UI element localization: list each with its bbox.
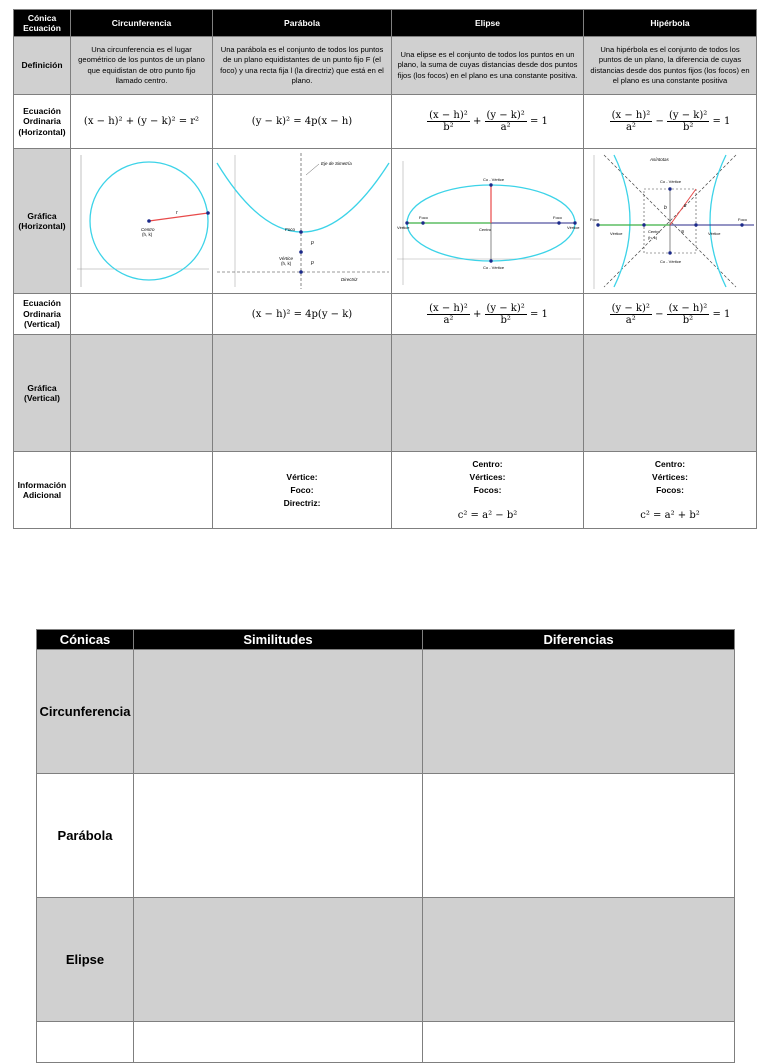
vertex-left-label: Vértice <box>610 231 623 236</box>
focus-right-label: Foco <box>738 217 747 222</box>
row-label-parabola: Parábola <box>37 774 134 898</box>
graph-parabola <box>213 149 392 294</box>
graph-vertical-parabola <box>213 335 392 452</box>
info-elipse-relation: c² = a² − b² <box>457 510 518 521</box>
header-hiperbola: Hipérbola <box>584 10 757 37</box>
eq-hip-vertical <box>584 294 757 335</box>
similitudes-cell <box>134 650 423 774</box>
comparison-row-elipse <box>37 898 735 1022</box>
p-label-upper: p <box>311 240 314 246</box>
header-row <box>14 10 757 37</box>
row-label-empty <box>37 1022 134 1063</box>
eq-numerator: (x − h)² <box>611 110 651 121</box>
header-parabola: Parábola <box>213 10 392 37</box>
covertex-top-label: Co - Vértice <box>660 179 682 184</box>
def-hiperbola: Una hipérbola es el conjunto de todos los puntos de un plano, la diferencia de cuyas distancias desde dos puntos fijos (los focos) en el plano es una constante positiva <box>584 37 757 95</box>
eq-par-vertical: (x − h)² = 4p(y − k) <box>213 294 392 335</box>
parabola-graph <box>213 151 391 291</box>
center-coords-label: (h, k) <box>141 232 152 237</box>
header-elipse: Elipse <box>392 10 584 37</box>
similitudes-cell <box>134 1022 423 1063</box>
radius-label: r <box>175 210 178 216</box>
row-label-graf-vertical: Gráfica (Vertical) <box>14 335 71 452</box>
p-label-lower: p <box>311 260 314 266</box>
circle-graph <box>73 151 211 291</box>
definition-row <box>14 37 757 95</box>
eq-denominator: a² <box>625 314 636 326</box>
header-circunferencia: Circunferencia <box>71 10 213 37</box>
def-parabola: Una parábola es el conjunto de todos los puntos de un plano equidistantes de un punto fijo F (el foco) y una recta fija l (la directriz) que está en el plano. <box>213 37 392 95</box>
row-label-info: Información Adicional <box>14 452 71 529</box>
eq-par-horizontal: (y − k)² = 4p(x − h) <box>213 95 392 149</box>
center-label: Centro <box>478 227 491 232</box>
eq-numerator: (x − h)² <box>668 302 708 314</box>
eq-denominator: b² <box>500 314 511 326</box>
eq-operator: − <box>655 116 664 127</box>
info-vertices: Vértices: <box>469 472 506 482</box>
eq-rhs: = 1 <box>529 308 548 320</box>
eq-numerator: (x − h)² <box>429 302 468 314</box>
eq-numerator: (x − h)² <box>429 110 468 121</box>
row-label-circunferencia: Circunferencia <box>37 650 134 774</box>
diferencias-cell <box>423 898 735 1022</box>
directrix-label: Directriz <box>341 277 358 282</box>
eq-rhs: = 1 <box>712 308 731 320</box>
graph-horizontal-row <box>14 149 757 294</box>
covertex-top-label: Co - Vértice <box>482 177 504 182</box>
focus-right-label: Foco <box>552 215 562 220</box>
info-foco: Foco: <box>290 484 314 495</box>
eq-elipse-horizontal <box>392 95 584 149</box>
header-conicas: Cónicas <box>37 630 134 650</box>
vertex-coords-label: (h, k) <box>281 261 292 266</box>
eq-numerator: (y − k)² <box>669 110 708 121</box>
eq-circ-vertical <box>71 294 213 335</box>
info-centro: Centro: <box>654 459 686 469</box>
focus-label: Foco <box>285 227 296 232</box>
vertex-label: Vértice <box>279 256 294 261</box>
eq-denominator: b² <box>443 122 454 133</box>
covertex-bottom-label: Co - Vértice <box>660 259 682 264</box>
eq-numerator: (y − k)² <box>611 302 650 314</box>
eq-denominator: a² <box>500 122 511 133</box>
graph-hiperbola <box>584 149 757 294</box>
info-circunferencia <box>71 452 213 529</box>
info-hiperbola <box>584 452 757 529</box>
eq-hip-horizontal <box>584 95 757 149</box>
vertex-right-label: Vértice <box>708 231 721 236</box>
eq-vertical-row <box>14 294 757 335</box>
eq-denominator: a² <box>625 122 636 133</box>
graph-elipse <box>392 149 584 294</box>
ellipse-graph <box>393 151 583 291</box>
covertex-bottom-label: Co - Vértice <box>482 265 504 270</box>
info-vertices: Vértices: <box>652 472 688 482</box>
info-directriz: Directriz: <box>283 497 321 508</box>
graph-vertical-elipse <box>392 335 584 452</box>
info-row <box>14 452 757 529</box>
eq-operator: + <box>472 308 482 320</box>
similitudes-cell <box>134 898 423 1022</box>
a-label: a <box>681 229 684 235</box>
corner-header: Cónica Ecuación <box>14 10 71 37</box>
vertex-left-label: Vértice <box>396 225 409 230</box>
row-label-ec-vertical: Ecuación Ordinaria (Vertical) <box>14 294 71 335</box>
header-similitudes: Similitudes <box>134 630 423 650</box>
focus-left-label: Foco <box>590 217 599 222</box>
diferencias-cell <box>423 774 735 898</box>
eq-horizontal-row <box>14 95 757 149</box>
row-label-graf-horizontal: Gráfica (Horizontal) <box>14 149 71 294</box>
info-elipse <box>392 452 584 529</box>
info-parabola <box>213 452 392 529</box>
info-focos: Focos: <box>473 485 502 495</box>
header-diferencias: Diferencias <box>423 630 735 650</box>
def-elipse: Una elipse es el conjunto de todos los puntos en un plano, la suma de cuyas distancias desde dos puntos fijos (los focos) en el plano es una constante positiva. <box>392 37 584 95</box>
comparison-header-row <box>37 630 735 650</box>
def-circunferencia: Una circunferencia es el lugar geométrico de los puntos de un plano que equidistan de otro punto fijo llamado centro. <box>71 37 213 95</box>
eq-denominator: b² <box>682 314 694 326</box>
eq-elipse-vertical <box>392 294 584 335</box>
c-label: c <box>684 203 687 209</box>
center-label: Centro <box>648 229 661 234</box>
info-hip-relation: c² = a² + b² <box>640 510 700 521</box>
symmetry-axis-label: Eje de Simetría <box>321 161 352 166</box>
focus-left-label: Foco <box>418 215 428 220</box>
graph-circunferencia <box>71 149 213 294</box>
graph-vertical-circunferencia <box>71 335 213 452</box>
comparison-table <box>36 629 735 1063</box>
row-label-definicion: Definición <box>14 37 71 95</box>
diferencias-cell <box>423 1022 735 1063</box>
b-label: b <box>664 205 667 211</box>
eq-denominator: b² <box>682 122 694 133</box>
vertex-right-label: Vértice <box>566 225 579 230</box>
asymptotes-label: Asíntotas <box>650 157 669 162</box>
diferencias-cell <box>423 650 735 774</box>
eq-numerator: (y − k)² <box>486 110 525 121</box>
graph-vertical-row <box>14 335 757 452</box>
info-focos: Focos: <box>656 485 684 495</box>
eq-rhs: = 1 <box>712 116 731 127</box>
center-label: Centro <box>140 227 155 232</box>
eq-rhs: = 1 <box>529 116 548 127</box>
graph-vertical-hiperbola <box>584 335 757 452</box>
comparison-row-empty <box>37 1022 735 1063</box>
row-label-ec-horizontal: Ecuación Ordinaria (Horizontal) <box>14 95 71 149</box>
eq-circ-horizontal: (x − h)² + (y − k)² = r² <box>71 95 213 149</box>
conics-table <box>13 9 757 529</box>
info-centro: Centro: <box>472 459 503 469</box>
eq-denominator: a² <box>443 314 454 326</box>
eq-operator: + <box>472 116 482 127</box>
eq-numerator: (y − k)² <box>486 302 525 314</box>
hyperbola-graph <box>584 151 756 291</box>
similitudes-cell <box>134 774 423 898</box>
info-vertice: Vértice: <box>286 471 318 482</box>
eq-operator: − <box>655 308 664 320</box>
row-label-elipse: Elipse <box>37 898 134 1022</box>
center-coords-label: (h, k) <box>648 235 658 240</box>
comparison-row-circunferencia <box>37 650 735 774</box>
comparison-row-parabola <box>37 774 735 898</box>
